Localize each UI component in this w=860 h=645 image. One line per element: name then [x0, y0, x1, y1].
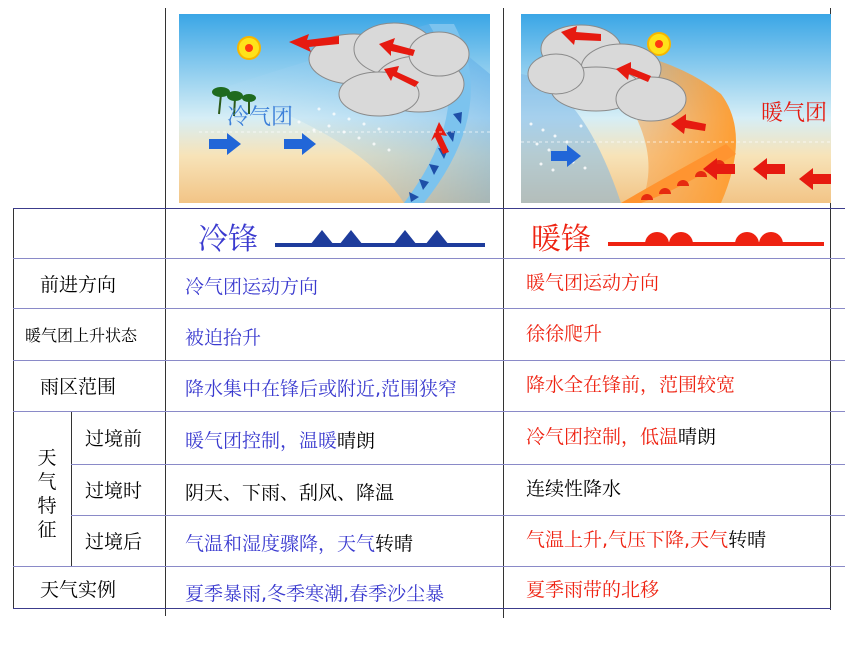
grid-line [165, 8, 166, 258]
cold-before-plain: 晴朗 [337, 430, 376, 452]
row-label-direction: 前进方向 [40, 273, 117, 296]
warm-front-symbol [608, 224, 824, 248]
cold-front-symbol [275, 226, 485, 248]
cold-before [185, 413, 375, 466]
cold-after-plain: 转晴 [375, 533, 414, 555]
sub-label-after: 过境后 [85, 531, 143, 553]
cold-after-colored: 气温和湿度骤降，天气 [185, 533, 376, 555]
cold-direction: 冷气团运动方向 [185, 275, 319, 298]
warm-before-plain: 晴朗 [678, 426, 717, 448]
warm-front-illustration [521, 14, 831, 203]
warm-direction: 暖气团运动方向 [526, 271, 660, 294]
warm-after-colored: 气温上升,气压下降,天气 [526, 529, 729, 551]
cold-front-title: 冷锋 [198, 222, 258, 257]
sub-label-before: 过境前 [85, 428, 143, 450]
warm-before-colored: 冷气团控制，低温 [526, 426, 679, 448]
warm-rising: 徐徐爬升 [526, 322, 603, 345]
warm-during: 连续性降水 [526, 478, 622, 500]
sub-label-during: 过境时 [85, 480, 143, 502]
grid-line [503, 8, 504, 618]
weather-group-label: 天 气 特 征 [37, 447, 57, 541]
warm-front-title: 暖锋 [531, 222, 591, 257]
grid-line [13, 258, 845, 259]
cold-before-colored: 暖气团控制，温暖 [185, 430, 338, 452]
warm-example: 夏季雨带的北移 [526, 578, 660, 601]
row-label-example: 天气实例 [40, 578, 117, 601]
warm-rain-area: 降水全在锋前，范围较宽 [526, 374, 736, 396]
cold-rain-area: 降水集中在锋后或附近,范围狭窄 [185, 378, 458, 400]
cold-air-mass-label: 冷气团 [227, 105, 294, 130]
grid-line [13, 566, 845, 567]
cold-after [185, 517, 413, 568]
row-label-rain-area: 雨区范围 [40, 376, 117, 398]
cold-example: 夏季暴雨,冬季寒潮,春季沙尘暴 [185, 582, 445, 605]
grid-line [13, 208, 845, 209]
cold-during: 阴天、下雨、刮风、降温 [185, 482, 395, 504]
row-label-rising: 暖气团上升状态 [25, 325, 138, 345]
cold-rising: 被迫抬升 [185, 326, 262, 349]
warm-after [526, 513, 766, 564]
warm-before [526, 409, 716, 462]
grid-line [13, 208, 14, 608]
warm-after-plain: 转晴 [728, 529, 767, 551]
warm-air-mass-label: 暖气团 [761, 101, 828, 126]
grid-line [165, 258, 166, 616]
cold-front-illustration [179, 14, 490, 203]
grid-line [13, 308, 845, 309]
grid-line [71, 411, 72, 566]
